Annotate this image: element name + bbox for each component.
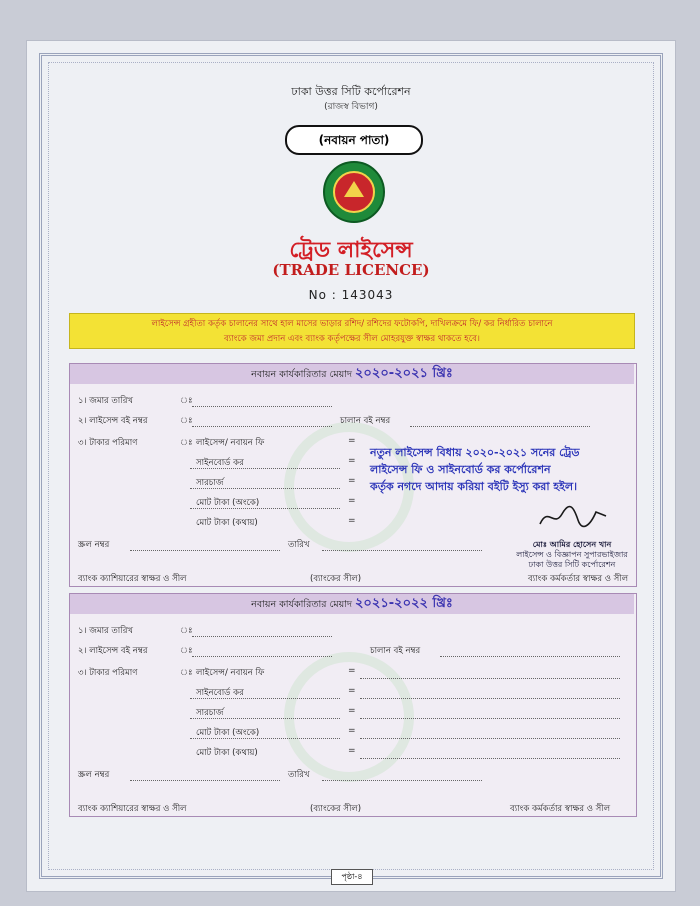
corporation-name: ঢাকা উত্তর সিটি কর্পোরেশন [291,85,411,98]
total-figures-label: মোট টাকা (অংকে) [196,728,260,738]
bank-seal-label: (ব্যাংকের সীল) [310,804,362,814]
scroll-no-label: স্ক্রল নম্বর [78,770,110,780]
officer-stamp: মোঃ আমির হোসেন খান লাইসেন্স ও বিজ্ঞাপন সুপারভাইজার ঢাকা উত্তর সিটি কর্পোরেশন [516,540,628,569]
scroll-no-label: স্ক্রল নম্বর [78,540,110,550]
date-label: তারিখ [288,540,310,550]
bank-seal-label: (ব্যাংকের সীল) [310,574,362,584]
signature-icon [538,504,608,530]
fee-licence-label: লাইসেন্স/ নবায়ন ফি [196,438,265,448]
notice-box [69,313,635,349]
document-page [26,40,676,892]
officer-sign-label: ব্যাংক কর্মকর্তার স্বাক্ষর ও সীল [510,804,611,814]
amount-label: ৩। টাকার পরিমাণ [78,668,138,678]
fee-surcharge-label: সারচার্জ [196,478,224,488]
page-number: পৃষ্ঠা-৪ [331,869,373,885]
department-name: (রাজস্ব বিভাগ) [324,102,378,112]
cashier-sign-label: ব্যাংক ক্যাশিয়ারের স্বাক্ষর ও সীল [78,574,187,584]
title-english: (TRADE LICENCE) [272,261,430,279]
officer-sign-label: ব্যাংক কর্মকর্তার স্বাক্ষর ও সীল [528,574,629,584]
renewal-section-2021: নবায়ন কার্যকারিতার মেয়াদ ২০২১-২০২২ খ্রিঃ ১। জমার তারিখ ঃ ২। লাইসেন্স বই নম্বর ঃ চালান বই নম্বর ৩। টাকার পরিমাণ ঃ লাইসেন্স/ নবায়ন ফি = সাইনবোর্ড কর = সারচার্জ = মোট টাকা (অংকে) = মোট টাকা (কথায়) = স্ক্রল নম্বর তারিখ ব্যাংক ক্যাশিয়ারের স্বাক্ষর ও সীল (ব্যাংকের সীল) ব্যাংক কর্মকর্তার স্বাক্ষর ও সীল [69,593,637,817]
fee-signboard-label: সাইনবোর্ড কর [196,458,244,468]
period-value: ২০২১-২০২২ খ্রিঃ [354,596,453,611]
fee-surcharge-label: সারচার্জ [196,708,224,718]
deposit-date-label: ১। জমার তারিখ [78,396,133,406]
renewal-page-label: (নবায়ন পাতা) [285,125,423,155]
challan-book-label: চালান বই নম্বর [340,416,391,426]
period-value: ২০২০-২০২১ খ্রিঃ [354,366,453,381]
total-figures-label: মোট টাকা (অংকে) [196,498,260,508]
amount-label: ৩। টাকার পরিমাণ [78,438,138,448]
licence-number: No : 143043 [308,288,394,302]
total-words-label: মোট টাকা (কথায়) [196,748,258,758]
renewal-section-2020: নবায়ন কার্যকারিতার মেয়াদ ২০২০-২০২১ খ্রিঃ ১। জমার তারিখ ঃ ২। লাইসেন্স বই নম্বর ঃ চালান বই নম্বর ৩। টাকার পরিমাণ ঃ লাইসেন্স/ নবায়ন ফি = সাইনবোর্ড কর = সারচার্জ = মোট টাকা (অংকে) = মোট টাকা (কথায়) = স্ক্রল নম্বর তারিখ ব্যাংক ক্যাশিয়ারের স্বাক্ষর ও সীল (ব্যাংকের সীল) ব্যাংক কর্মকর্তার স্বাক্ষর ও সীল নতুন লাইসেন্স বিধায় ২০২০-২০২১ সনের ট্রেড লাইসেন্স ফি ও সাইনবোর্ড কর কর্পোরেশন কর্তৃক নগদে আদায় করিয়া বইটি ইস্যু করা হইল। মোঃ আমির হোসেন খান লাইসেন্স ও বিজ্ঞাপন সুপারভাইজার ঢাকা উত্তর সিটি কর্পোরেশন [69,363,637,587]
corporation-logo-icon [323,161,385,223]
cashier-sign-label: ব্যাংক ক্যাশিয়ারের স্বাক্ষর ও সীল [78,804,187,814]
title-bengali: ট্রেড লাইসেন্স [289,238,413,263]
challan-book-label: চালান বই নম্বর [370,646,421,656]
total-words-label: মোট টাকা (কথায়) [196,518,258,528]
licence-book-label: ২। লাইসেন্স বই নম্বর [78,416,148,426]
period-band: নবায়ন কার্যকারিতার মেয়াদ ২০২০-২০২১ খ্রিঃ [70,364,634,384]
period-band: নবায়ন কার্যকারিতার মেয়াদ ২০২১-২০২২ খ্রিঃ [70,594,634,614]
deposit-date-label: ১। জমার তারিখ [78,626,133,636]
handwritten-note: নতুন লাইসেন্স বিধায় ২০২০-২০২১ সনের ট্রেড লাইসেন্স ফি ও সাইনবোর্ড কর কর্পোরেশন কর্তৃক নগদে আদায় করিয়া বইটি ইস্যু করা হইল। [370,446,580,493]
licence-book-label: ২। লাইসেন্স বই নম্বর [78,646,148,656]
fee-licence-label: লাইসেন্স/ নবায়ন ফি [196,668,265,678]
fee-signboard-label: সাইনবোর্ড কর [196,688,244,698]
date-label: তারিখ [288,770,310,780]
notice-line-1: লাইসেন্স গ্রহীতা কর্তৃক চালানের সাথে হাল মাসের ভাড়ার রশিদ/ রশিদের ফটোকপি, দাখিলক্রমে ফি/ কর নির্ধারিত চালানে [151,319,553,329]
notice-line-2: ব্যাংকে জমা প্রদান এবং ব্যাংক কর্তৃপক্ষের সীল মোহরযুক্ত স্বাক্ষর থাকতে হবে। [224,334,480,344]
